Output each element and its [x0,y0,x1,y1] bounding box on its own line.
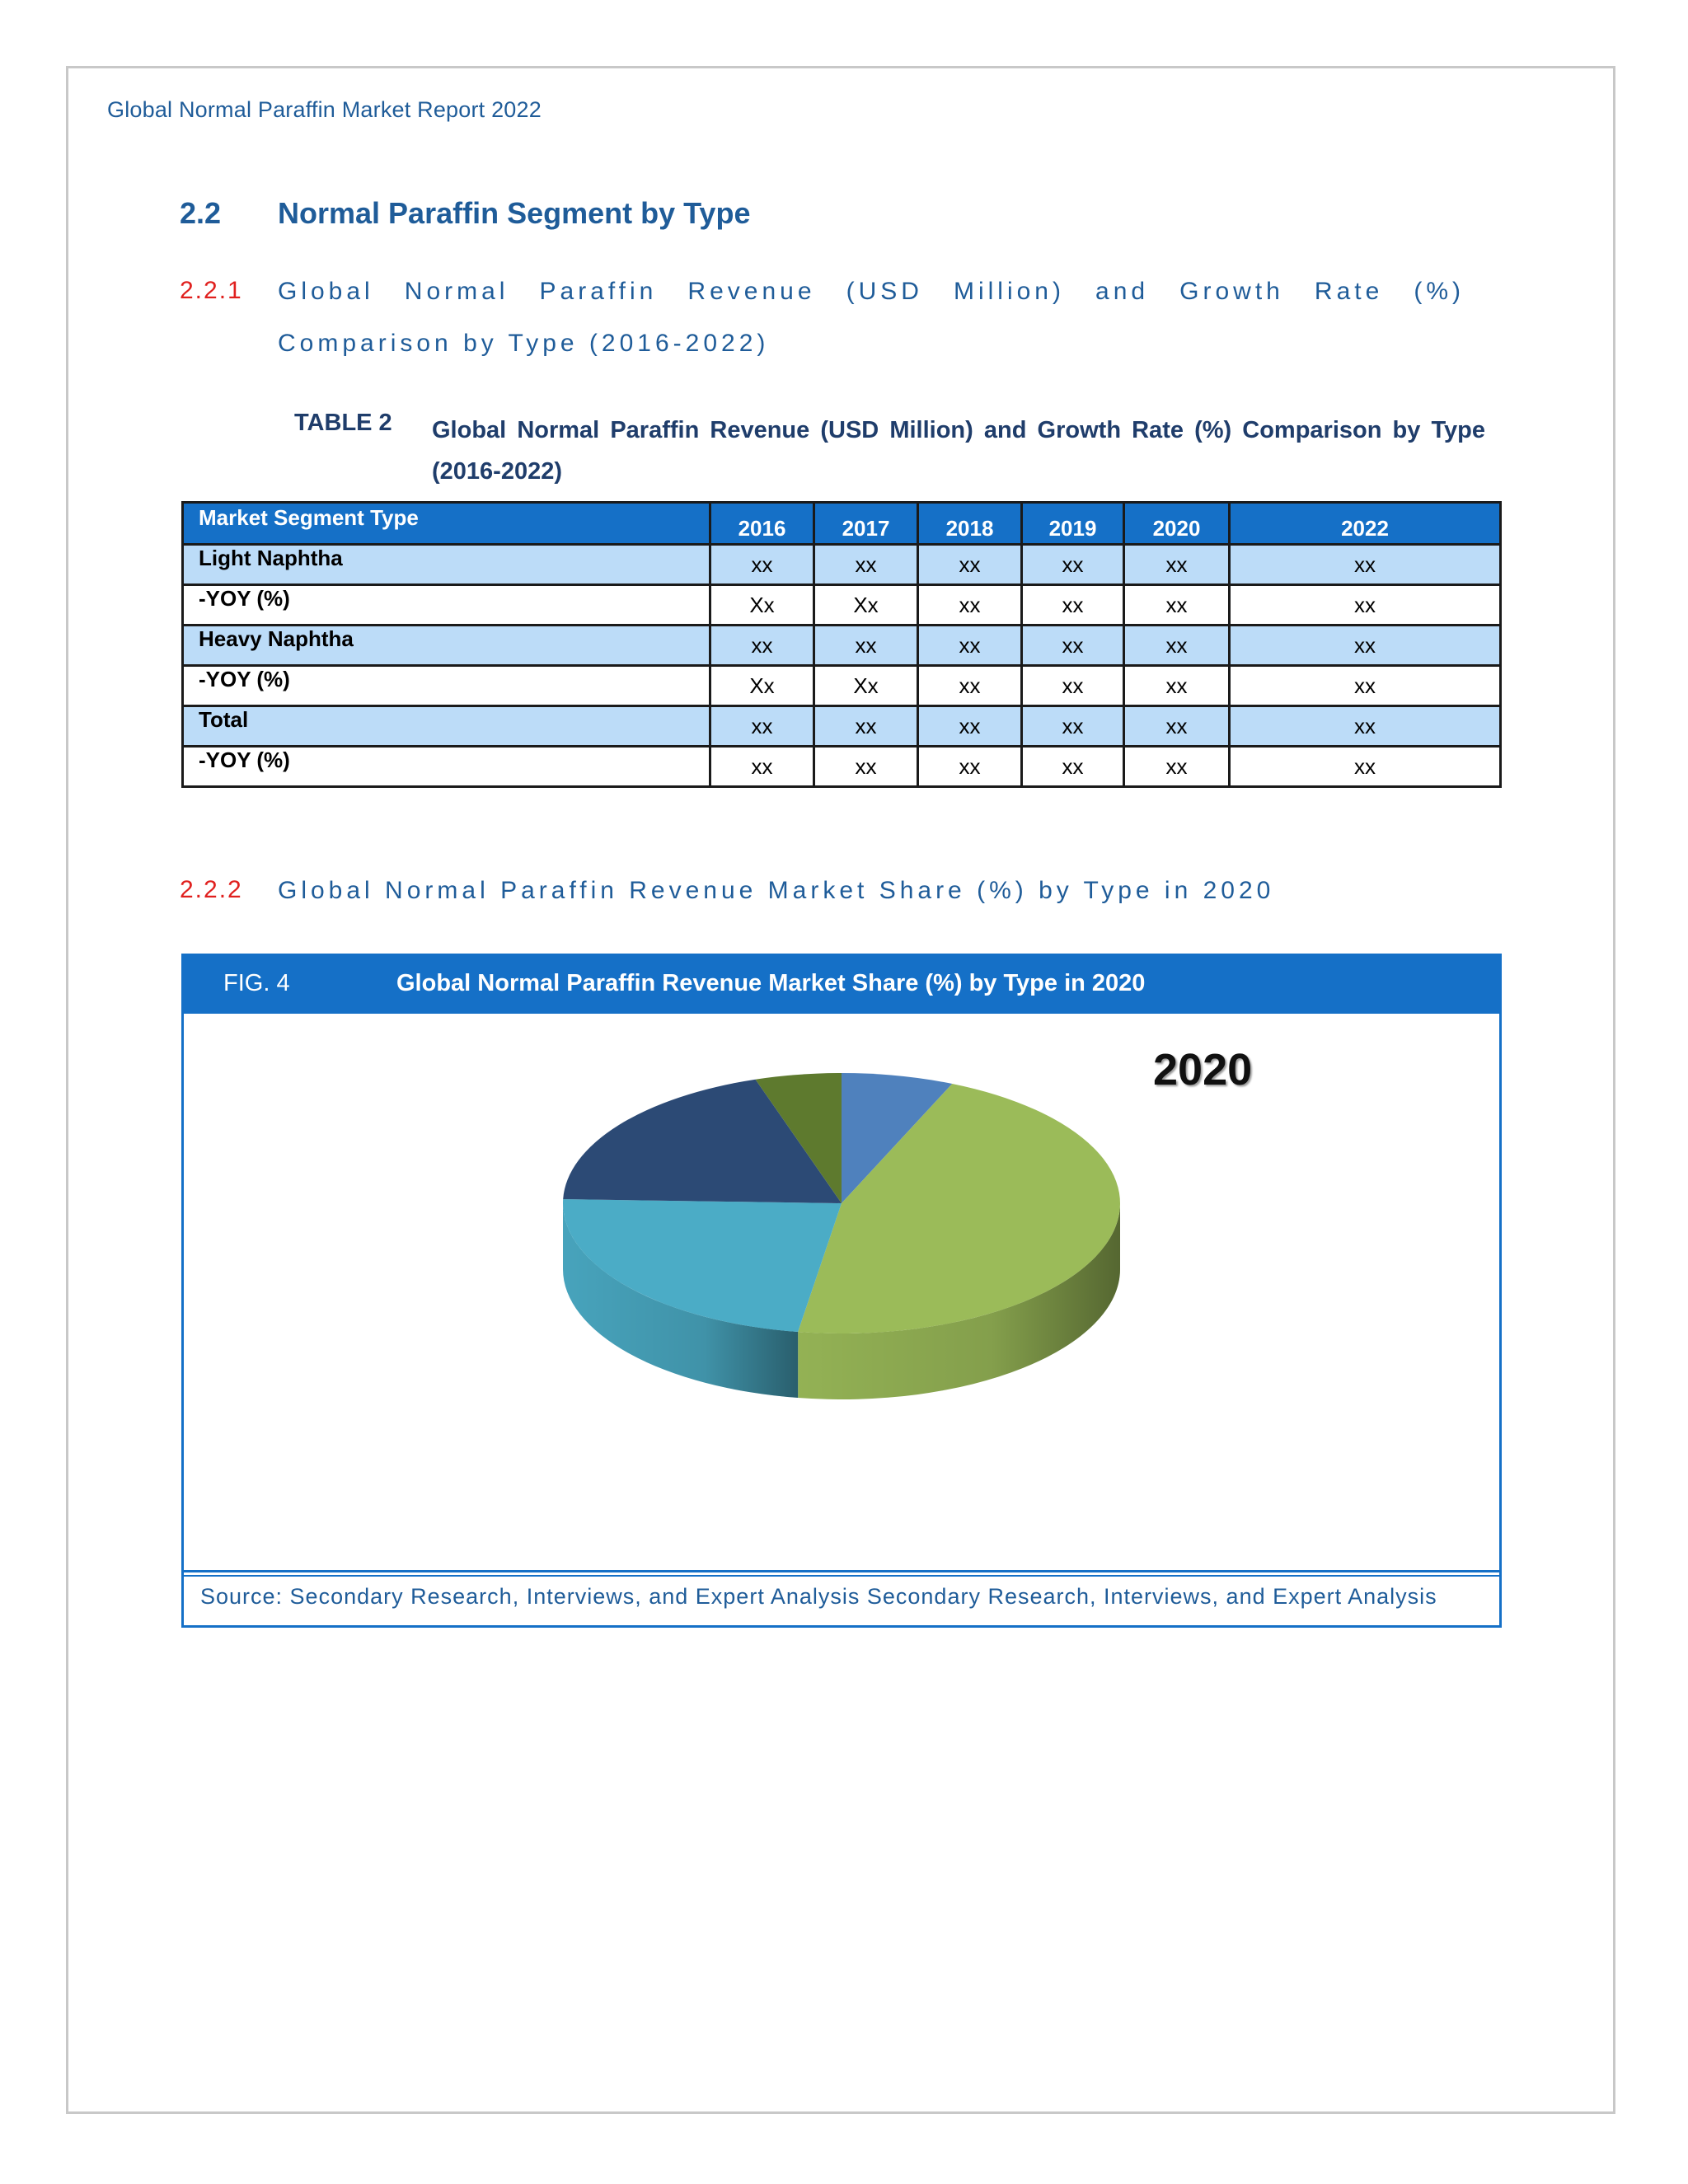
table-cell: xx [1230,666,1501,706]
table-cell: xx [918,626,1022,666]
column-header: 2020 [1124,503,1230,545]
table-cell: Xx [814,585,918,626]
table-cell: xx [1230,585,1501,626]
table-cell: xx [1230,545,1501,585]
table-row [183,585,1501,626]
figure-source: Source: Secondary Research, Interviews, and Expert Analysis Secondary Research, Interviews, and Expert Analysis [200,1584,1437,1609]
subsection-2-number: 2.2.2 [180,876,243,903]
revenue-table [181,501,1502,788]
table-cell: xx [710,706,814,747]
column-header: 2016 [710,503,814,545]
table-row [183,545,1501,585]
table-cell: xx [1124,585,1230,626]
table-label: TABLE 2 [294,410,392,436]
table-cell: xx [918,585,1022,626]
table-cell: Xx [710,585,814,626]
table-cell: xx [814,706,918,747]
figure-separator [184,1570,1499,1577]
table-row [183,666,1501,706]
column-header: 2022 [1230,503,1501,545]
subsection-2-title: Global Normal Paraffin Revenue Market Share (%) by Type in 2020 [278,877,1275,904]
table-cell: xx [814,626,918,666]
table-cell: xx [814,545,918,585]
section-title: Normal Paraffin Segment by Type [278,196,751,230]
table-cell: xx [1022,747,1124,787]
chart-title: 2020 [1153,1045,1253,1094]
pie-chart [184,1018,1499,1562]
table-cell: xx [1230,706,1501,747]
table-cell: Xx [814,666,918,706]
table-cell: xx [1230,747,1501,787]
table-cell: xx [1124,545,1230,585]
column-header: Market Segment Type [183,503,710,545]
table-cell: xx [710,747,814,787]
table-row [183,747,1501,787]
row-label: Heavy Naphtha [183,626,710,666]
table-cell: xx [1022,545,1124,585]
table-cell: xx [1124,747,1230,787]
table-row [183,626,1501,666]
column-header: 2019 [1022,503,1124,545]
subsection-1-number: 2.2.1 [180,277,243,304]
running-header: Global Normal Paraffin Market Report 2022 [107,97,542,122]
table-cell: xx [1022,626,1124,666]
table-cell: xx [1022,585,1124,626]
table-cell: xx [918,666,1022,706]
column-header: 2018 [918,503,1022,545]
row-label: -YOY (%) [183,585,710,626]
section-number: 2.2 [180,196,222,230]
pie-top [563,1073,1120,1333]
figure-label: FIG. 4 [223,970,290,996]
table-cell: xx [918,706,1022,747]
row-label: -YOY (%) [183,747,710,787]
table-cell: xx [918,545,1022,585]
table-cell: Xx [710,666,814,706]
figure-header [184,956,1499,1014]
table-cell: xx [1124,666,1230,706]
subsection-1-title: Global Normal Paraffin Revenue (USD Million) and Growth Rate (%) Comparison by Type (2016-2022) [278,278,1465,357]
figure-box [181,954,1502,1628]
table-cell: xx [1022,706,1124,747]
table-cell: xx [1022,666,1124,706]
row-label: Light Naphtha [183,545,710,585]
table-cell: xx [710,626,814,666]
table-cell: xx [918,747,1022,787]
table-cell: xx [710,545,814,585]
row-label: Total [183,706,710,747]
row-label: -YOY (%) [183,666,710,706]
figure-title: Global Normal Paraffin Revenue Market Share (%) by Type in 2020 [396,970,1146,996]
table-cell: xx [1124,626,1230,666]
column-header: 2017 [814,503,918,545]
table-header-row [183,503,1501,545]
table-row [183,706,1501,747]
table-cell: xx [1230,626,1501,666]
table-cell: xx [1124,706,1230,747]
table-caption: Global Normal Paraffin Revenue (USD Million) and Growth Rate (%) Comparison by Type (2016-2022) [432,417,1485,485]
table-cell: xx [814,747,918,787]
